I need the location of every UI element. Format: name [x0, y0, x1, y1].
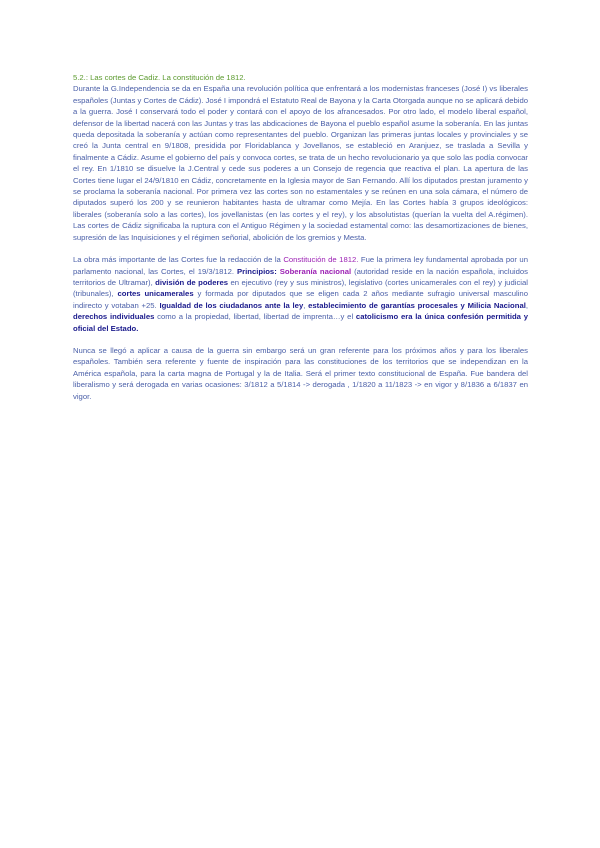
paragraph-gap — [73, 243, 528, 254]
paragraph-cortes-cadiz: Durante la G.Independencia se da en España una revolución política que enfrentará a los modernistas franceses (José I) vs liberales españoles (Juntas y Cortes de Cádiz). José I impondrá el Estatuto Real de Bayona y la Carta Otorgada aunque no se aplicará debido a la guerra. José I conservará todo el poder y contará con el apoyo de los afrancesados. Por otro lado, el modelo liberal español, defensor de la libertad nacerá con las Juntas y tras las abdicaciones de Bayona el pueblo español asume la soberanía. En las juntas queda depositada la soberanía y actúan como representantes del pueblo. Organizan las primeras juntas locales y provinciales y se creó la Junta central en 9/1808, presidida por Floridablanca y Jovellanos, se estableció en Aranjuez, se traslada a Sevilla y finalmente a Cádiz. Asume el gobierno del país y convoca cortes, se trata de un hecho revolucionario ya que solo las podía convocar el rey. En 1/1810 se disuelve la J.Central y cede sus poderes a un Consejo de regencia que reactiva el plan. La apertura de las Cortes tiene lugar el 24/9/1810 en Cádiz, concretamente en la Iglesia mayor de San Fernando. Allí los diputados prestan juramento y se proclama la soberanía nacional. Por primera vez las cortes son no estamentales y se reúnen en una sola cámara, el número de diputados superó los 200 y se reunieron habitantes hasta de ultramar como Mejía. En las Cortes había 3 grupos ideológicos: liberales (soberanía solo a las cortes), los jovellanistas (en las cortes y el rey), y los absolutistas (querían la vuelta del A.régimen). Las cortes de Cádiz significaba la ruptura con el Antiguo Régimen y la sociedad estamental como: las desamortizaciones de bienes, supresión de las Inquisiciones y el régimen señorial, abolición de los gremios y Mesta. — [73, 84, 528, 242]
paragraph-constitucion — [73, 254, 528, 334]
text-span: como a la propiedad, libertad, libertad de imprenta…y el — [154, 312, 356, 322]
text-span: La obra más importante de las Cortes fue la redacción de la — [73, 255, 284, 265]
catolicismo-highlight: catolicismo era la única confesión permitida y oficial del Estado. — [73, 312, 528, 333]
text-span: en ejecutivo (rey y sus ministros), legislativo (cortes unicamerales con el rey) y judicial (tribunales), — [73, 277, 528, 299]
soberania-highlight: Soberanía nacional — [279, 266, 352, 276]
text-span: (autoridad reside en la nación española, incluidos territorios de Ultramar), — [73, 266, 528, 287]
constitution-highlight: Constitución de 1812. — [283, 255, 359, 265]
principles-label: Principios: — [237, 266, 277, 276]
document-page — [73, 72, 528, 402]
igualdad-highlight: Igualdad de los ciudadanos ante la ley — [159, 300, 304, 310]
paragraph-legado: Nunca se llegó a aplicar a causa de la guerra sin embargo será un gran referente para los próximos años y para los liberales españoles. También sera referente y fuente de inspiración para las constituciones de los territorios que se independizan en la América española, para la carta magna de Portugal y la de Italia. Será el primer texto constitucional de España. Fue bandera del liberalismo y será derogada en varias ocasiones: 3/1812 a 5/1814 -> derogada , 1/1820 a 11/1823 -> en vigor y 8/1836 a 6/1837 en vigor. — [73, 345, 528, 401]
division-poderes-highlight: división de poderes — [155, 277, 229, 287]
text-span: y formada por diputados que se eligen cada 2 años mediante sufragio universal masculino indirecto y votaban +25. — [73, 289, 528, 310]
text-span: Fue la primera ley fundamental aprobada por un parlamento nacional, las Cortes, el 19/3/1812. — [73, 255, 528, 276]
text-span: , — [303, 300, 309, 310]
derechos-highlight: derechos individuales — [73, 312, 155, 322]
garantias-highlight: establecimiento de garantías procesales y Milicia Nacional — [308, 300, 526, 310]
paragraph-gap — [73, 334, 528, 345]
text-span: , — [525, 300, 528, 310]
cortes-unicamerales-highlight: cortes unicamerales — [117, 289, 194, 299]
section-title: 5.2.: Las cortes de Cadiz. La constitución de 1812. — [73, 73, 246, 82]
